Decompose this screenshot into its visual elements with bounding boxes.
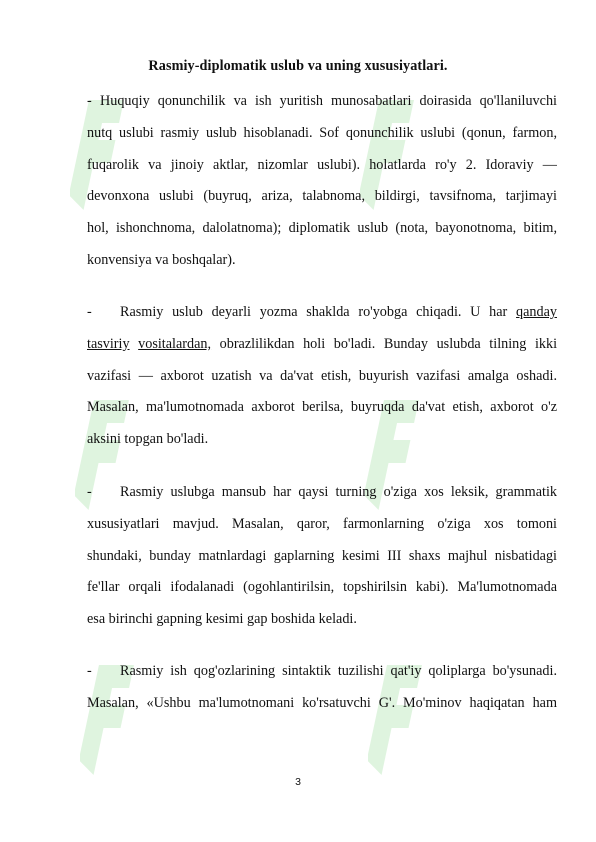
list-dash: - (87, 93, 92, 109)
paragraph-2 (87, 297, 557, 456)
underlined-word: tasviriy (87, 335, 130, 352)
list-dash: - (87, 484, 92, 500)
paragraph-line: aksini topgan bo'ladi. (87, 431, 209, 448)
paragraph-line: Masalan, ma'lumotnomada axborot berilsa, buyruqda da'vat etish, axborot o'z (87, 399, 557, 416)
paragraph-line: - Rasmiy ish qog'ozlarining sintaktik tuzilishi qat'iy qoliplarga bo'ysunadi. (87, 656, 557, 688)
page-title: Rasmiy-diplomatik uslub va uning xususiyatlari. (148, 58, 448, 74)
paragraph-line: devonxona uslubi (buyruq, ariza, talabnoma, bildirgi, tavsifnoma, tarjimayi (87, 188, 557, 205)
page-number: 3 (295, 776, 301, 788)
paragraph-line: tasviriy vositalardan, obrazlilikdan holi bo'ladi. Bunday uslubda tilning ikki (87, 335, 557, 352)
list-dash: - (87, 304, 92, 320)
list-dash: - (87, 663, 92, 679)
paragraph-line: nutq uslubi rasmiy uslub hisoblanadi. Sof qonunchilik uslubi (qonun, farmon, (87, 124, 557, 141)
paragraph-3 (87, 477, 557, 636)
paragraph-line: esa birinchi gapning kesimi gap boshida keladi. (87, 611, 357, 628)
paragraph-line: Masalan, «Ushbu ma'lumotnomani ko'rsatuvchi G'. Mo'minov haqiqatan ham (87, 694, 557, 711)
paragraph-line: hol, ishonchnoma, dalolatnoma); diplomatik uslub (nota, bayonotnoma, bitim, (87, 220, 557, 237)
paragraph-line: vazifasi — axborot uzatish va da'vat etish, buyurish vazifasi amalga oshadi. (87, 367, 557, 384)
paragraph-4 (87, 656, 557, 720)
paragraph-line: fuqarolik va jinoiy aktlar, nizomlar uslubi). holatlarda ro'y 2. Idoraviy — (87, 156, 557, 173)
paragraph-line: konvensiya va boshqalar). (87, 251, 236, 268)
paragraph-line: xususiyatlari mavjud. Masalan, qaror, farmonlarning o'ziga xos tomoni (87, 515, 557, 532)
underlined-word: vositalardan, (138, 335, 212, 352)
paragraph-line: - Rasmiy uslubga mansub har qaysi turning o'ziga xos leksik, grammatik (87, 477, 557, 509)
underlined-word: qanday (516, 304, 557, 320)
paragraph-line: shundaki, bunday matnlardagi gaplarning kesimi III shaxs majhul nisbatidagi (87, 547, 557, 564)
paragraph-line: - Rasmiy uslub deyarli yozma shaklda ro'yobga chiqadi. U har qanday (87, 297, 557, 329)
paragraph-1 (87, 86, 557, 277)
paragraph-line: fe'llar orqali ifodalanadi (ogohlantirilsin, topshirilsin kabi). Ma'lumotnomada (87, 579, 557, 596)
paragraph-line: - Huquqiy qonunchilik va ish yuritish munosabatlari doirasida qo'llaniluvchi (87, 86, 557, 118)
